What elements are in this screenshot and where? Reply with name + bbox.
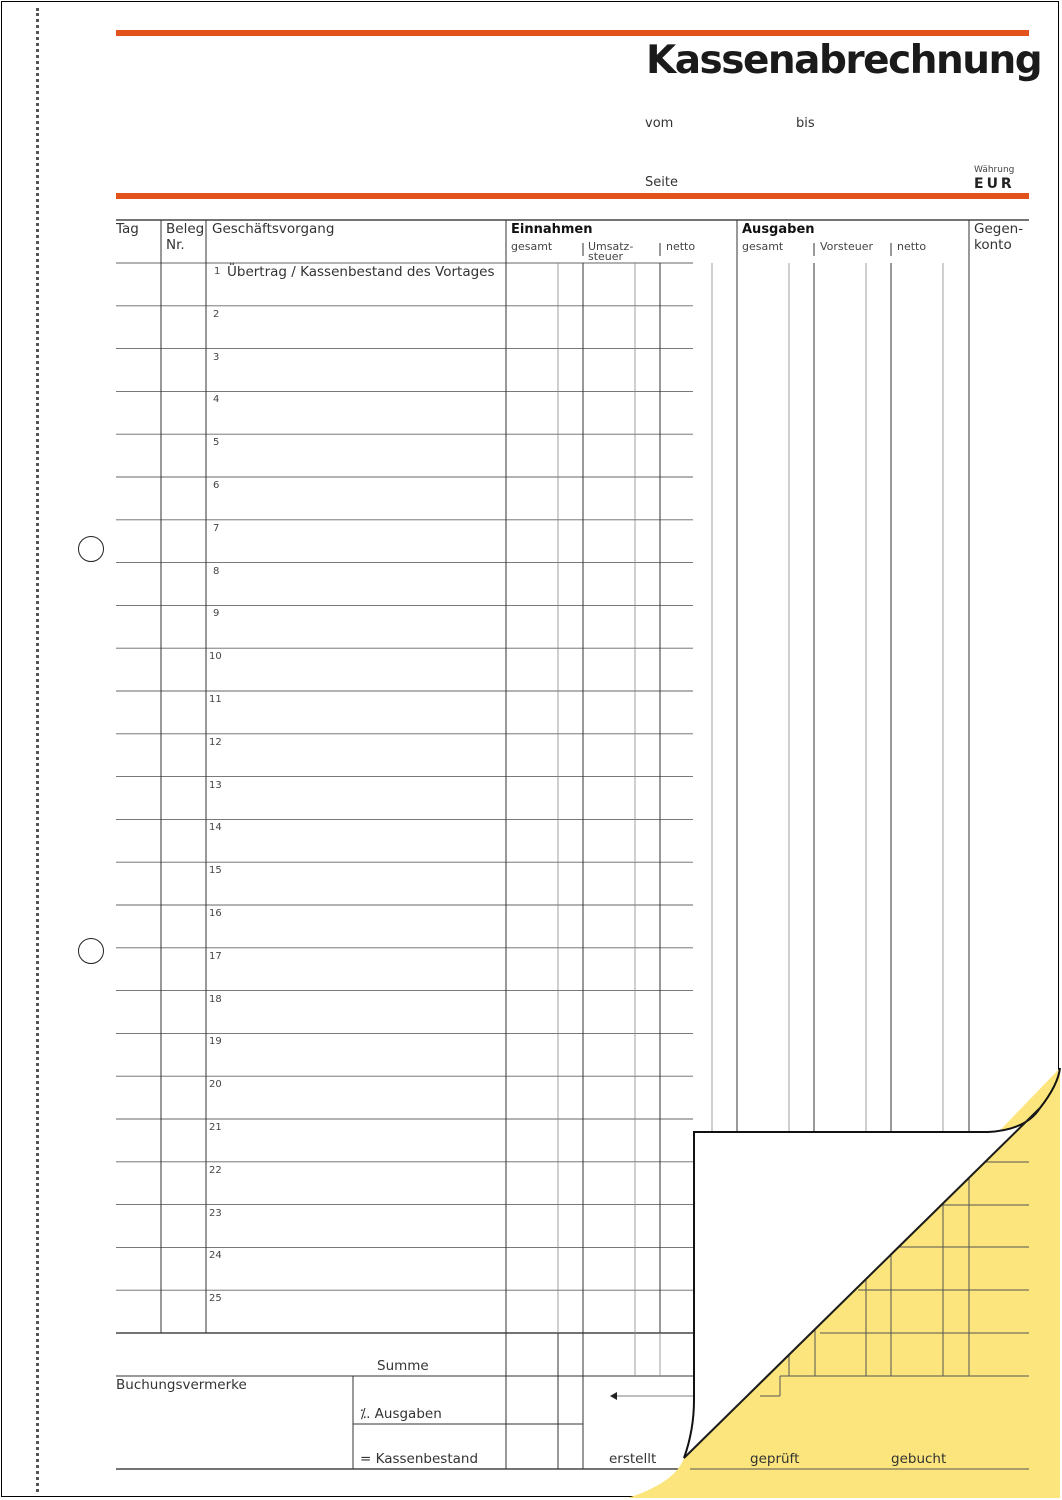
row-number: 23 [209,1207,222,1219]
row-number: 5 [213,437,220,449]
col-sub-einnahmen-netto: netto [666,240,696,253]
col-header-beleg: Beleg [166,221,205,237]
row-number: 2 [213,308,220,320]
row-number: 18 [209,993,222,1005]
currency-value: EUR [974,176,1015,192]
row-number: 11 [209,694,222,705]
row-number: 3 [213,351,220,363]
erstellt-label: erstellt [609,1451,657,1467]
col-sub-ausgaben-netto: netto [897,240,927,253]
row-number: 13 [209,779,222,791]
col-header-einnahmen: Einnahmen [511,222,593,237]
row-number: 20 [209,1079,222,1091]
row-number: 7 [213,522,220,534]
gebucht-label: gebucht [891,1451,947,1467]
row-number: 16 [209,908,222,919]
row-number: 12 [209,736,222,748]
row-number: 8 [213,565,220,577]
seite-label: Seite [645,175,678,190]
col-sub-ausgaben-gesamt: gesamt [742,240,784,253]
waehrung-label: Währung [974,165,1015,175]
col-header-gegenkonto-2: konto [974,237,1012,253]
summe-label: Summe [377,1358,429,1374]
row-number: 1 [214,266,221,277]
row-number: 21 [209,1122,222,1133]
row-number: 9 [213,608,220,620]
geprueft-label: geprüft [750,1451,800,1467]
row-number: 19 [209,1036,222,1048]
col-header-ausgaben: Ausgaben [742,222,815,237]
bis-label: bis [796,116,815,131]
col-sub-einnahmen-gesamt: gesamt [511,240,553,253]
form-title: Kassenabrechnung [646,38,1042,83]
kassenbestand-label: = Kassenbestand [360,1451,479,1467]
col-header-beleg-nr: Nr. [166,237,185,253]
row-number: 4 [213,394,220,406]
row-number: 10 [209,651,222,663]
col-header-geschaeftsvorgang: Geschäftsvorgang [212,221,335,237]
row-number: 17 [209,950,222,962]
col-sub-umsatz-2: steuer [588,250,624,263]
row-number: 22 [209,1164,222,1176]
col-sub-vorsteuer: Vorsteuer [820,240,873,253]
vom-label: vom [645,116,674,131]
col-sub-umsatz-1: Umsatz- [588,240,634,253]
row-number: 6 [213,480,220,491]
col-header-tag: Tag [116,221,139,237]
first-row-text: Übertrag / Kassenbestand des Vortages [227,264,495,280]
col-header-gegenkonto-1: Gegen- [974,221,1024,237]
row-number: 24 [209,1250,222,1262]
buchungsvermerke-label: Buchungsvermerke [116,1377,247,1393]
row-number: 15 [209,865,222,877]
row-number: 14 [209,822,222,834]
row-number: 25 [209,1293,222,1305]
minus-ausgaben-label: ⁒. Ausgaben [360,1406,442,1422]
